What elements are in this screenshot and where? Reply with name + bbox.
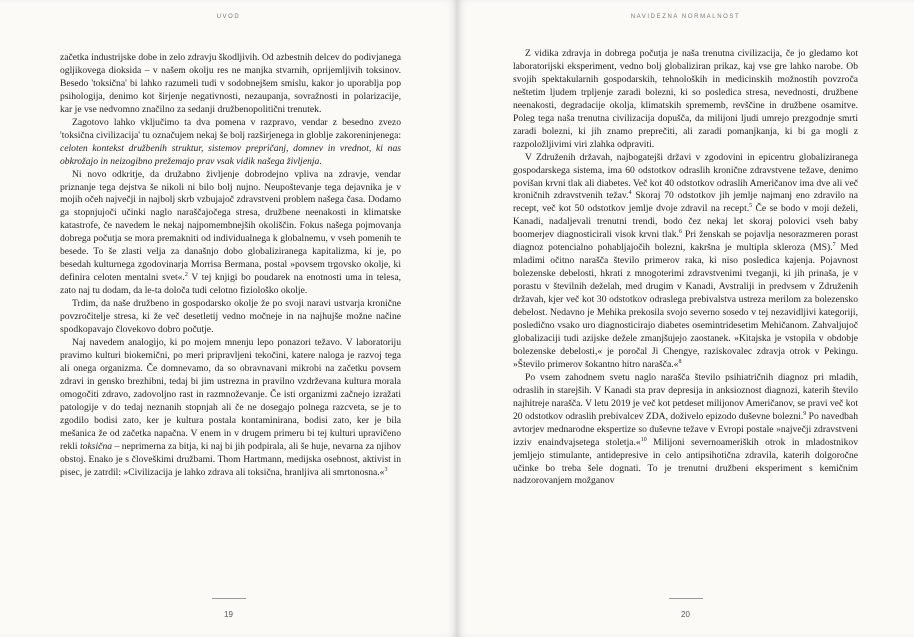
- text-run: Z vidika zdravja in dobrega počutja je naša trenutna civilizacija, če jo gledamo kot laboratorijski eksperiment, vedno bolj globaliziran prikaz, kaj vse gre lahko narobe. Ob svojih spektakularnih gospodarskih, tehnoloških in medicinskih možnostih povzroča neštetim ljudem trpljenje zaradi bolezni, ki so posledica stresa, nevednosti, družbene neenakosti, degradacije okolja, klimatskih sprememb, revščine in družbene osamitve. Poleg tega naša trenutna civilizacija dopušča, da milijoni ljudi umrejo prezgodnje smrti zaradi bolezni, ki jih znamo preprečiti, ali zaradi pomanjkanja, ki bi ga mogli z razpoložljivimi viri zlahka odpraviti.: [513, 48, 858, 150]
- text-run: Med mladimi očitno narašča število primerov raka, ki niso posledica kajenja. Pojavnost bolezenske debelosti, hkrati z mnogoterimi zdravstvenimi tveganji, ki jih prinaša, je v porastu v številnih deželah, med drugim v Kanadi, Avstraliji in predvsem v Združenih državah, kjer več kot 30 odstotkov odraslega prebivalstva ustreza merilom za bolezensko debelost. Nedavno je Mehika prekosila svojo severno sosedo v tej nezavidljivi kategoriji, posledično vsako uro diagnosticirajo diabetes osemintridesetim Mehičanom. Zahvaljujoč globalizaciji tudi azijske dežele zmanjšujejo zaostanek. »Kitajska je vstopila v obdobje bolezenske debelosti,« je poročal Ji Chengye, raziskovalec zdravja otrok v Pekingu. »Število primerov šokantno hitro narašča.«: [513, 242, 858, 370]
- emphasis: celoten kontekst družbenih struktur, sistemov prepričanj, domnev in vrednot, ki nas obkrožajo in neizogibno prežemajo prav vsak vidik našega življenja: [60, 142, 401, 167]
- paragraph: [60, 117, 401, 169]
- paragraph: [513, 152, 858, 372]
- text-run: Zagotovo lahko vključimo ta dva pomena v razpravo, vendar z besedno zvezo 'toksična civilizacija' tu označujem nekaj še bolj razširjenega in globlje zakoreninjenega:: [60, 116, 401, 141]
- running-head: UVOD: [216, 14, 241, 20]
- text-run: Naj navedem analogijo, ki po mojem mnenju lepo ponazori težavo. V laboratoriju pravimo kulturi biokemični, po meri pripravljeni tekočini, katere naloga je razvoj tega ali onega organizma. Če domnevamo, da so obravnavani mikrobi na začetku povsem zdravi in genskо brezhibni, tedaj bi jim ustrezna in pravilno vzdrževana kultura morala omogočiti zdravo, zadovoljno rast in razmnoževanje. Če isti organizmi začnejo izražati patologije v do tedaj neznanih stopnjah ali če ne dosegajo polnega razcveta, se je to zgodilo bodisi zato, ker je kultura postala kontaminirana, bodisi zato, ker je bila mešanica že od začetka napačna. V enem in v drugem primeru bi tej kulturi upravičeno rekli: [60, 336, 401, 452]
- emphasis: toksična: [80, 440, 113, 452]
- text-run: Če se bodo v moji deželi, Kanadi, nadaljevali trenutni trendi, bodo čez nekaj let skoraj polovici vseh baby boomerjev diagnosticirali visok krvni tlak.: [513, 203, 858, 241]
- footnote-ref: 8: [678, 358, 682, 365]
- running-head: NAVIDEZNA NORMALNOST: [630, 14, 741, 20]
- footnote-ref: 6: [678, 229, 682, 236]
- text-run: Trdim, da naše družbeno in gospodarsko okolje že po svoji naravi ustvarja kronične povzročitelje stresa, ki že več desetletij vedno močneje in na najhujše možne načine spodkopavajo človekovo dobro počutje.: [60, 298, 401, 336]
- body-text: [60, 52, 401, 479]
- footer-rule: [212, 598, 246, 599]
- page-number: 19: [224, 610, 233, 619]
- footnote-ref: 10: [640, 436, 647, 443]
- text-run: Po vsem zahodnem svetu naglo narašča število psihiatričnih diagnoz pri mladih, odraslih in starejših. V Kanadi sta prav depresija in anksioznost diagnozi, katerih število najhitreje narašča. V letu 2019 je več kot petdeset milijonov Američanov, se pravi več kot 20 odstotkov odraslih prebivalcev ZDA, doživelo epizodo duševne bolezni.: [513, 371, 858, 422]
- paragraph: [60, 337, 401, 479]
- right-page: [457, 0, 914, 637]
- text-run: Po navedbah avtorjev mednarodne ekspertize so duševne težave v Evropi postale »največji zdravstveni izziv enaindvajsetega stoletja.«: [513, 410, 858, 448]
- footnote-ref: 3: [384, 466, 388, 473]
- text-run: Ni novo odkritje, da družabno življenje dobrodejno vpliva na zdravje, vendar priznanje tega dejstva še nikoli ni bilo bolj nujno. Neupoštevanje tega dejavnika je v mojih očeh največji in najbolj skrb vzbujajoč zdravstveni problem našega časa. Dodamo ga stopnjujoči učinki naglo naraščajočega stresa, družbene neenakosti in klimatske katastrofe, če navedem le nekaj najpomembnejših okoliščin. Fokus našega pojmovanja dobrega počutja se mora premakniti od individualnega k globalnemu, v vseh pomenih te besede. To še zlasti velja za današnjo dobo globaliziranega kapitalizma, ki je, po besedah kulturnega zgodovinarja Morrisa Bermana, postal »povsem trgovsko okolje, ki definira celoten mentalni svet«.: [60, 168, 401, 284]
- text-run: začetka industrijske dobe in zelo zdravju škodljivih. Od azbestnih delcev do podivjanega ogljikovega dioksida – v našem okolju res ne manjka stvarnih, oprijemljivih toksinov. Besedo 'toksična' bi lahko razumeli tudi v sodobnejšem smislu, kakor jo uporablja pop psihologija, denimo kot širjenje negativnosti, nezaupanja, sovražnosti in polarizacije, kar je vse nedvomno značilno za sedanji družbenopolitični trenutek.: [60, 52, 402, 115]
- paragraph: [513, 372, 858, 489]
- page-number: 20: [681, 610, 690, 619]
- footnote-ref: 5: [749, 203, 753, 210]
- footnote-ref: 4: [628, 190, 632, 197]
- footnote-ref: 9: [803, 410, 807, 417]
- text-run: Milijoni severnoameriških otrok in mladostnikov jemljejo stimulante, antidepresive in celo antipsihotična zdravila, katerih dolgoročne učinke bo treba šele dognati. To je trenutni družbeni eksperiment s kemičnim nadzorovanjem možganov: [513, 436, 858, 487]
- footnote-ref: 7: [832, 242, 836, 249]
- paragraph: [513, 48, 858, 152]
- text-run: V Združenih državah, najbogatejši državi v zgodovini in epicentru globaliziranega gospodarskega sistema, ima 60 odstotkov odraslih kronične zdravstvene težave, denimo povišan krvni tlak ali diabetes. Več kot 40 odstotkov odraslih Američanov ima dve ali več kroničnih zdravstvenih težav.: [513, 151, 858, 202]
- paragraph: [60, 52, 401, 117]
- body-text: [513, 48, 858, 488]
- text-run: .: [319, 155, 322, 167]
- text-run: V tej knjigi bo poudarek na enotnosti uma in telesa, zato naj tu dodam, da le-ta določa tudi celotno fiziološko okolje.: [60, 272, 401, 297]
- text-run: – neprimerna za bitja, ki naj bi jih podpirala, ali še huje, nevarna za njihov obstoj. Enako je s človeškimi družbami. Thom Hartmann, medijska osebnost, aktivist in pisec, je zatrdil: »Civilizacija je lahko zdrava ali toksična, hranljiva ali smrtonosna.«: [60, 440, 401, 478]
- text-run: Pri ženskah se pojavlja nesorazmeren porast diagnoz potencialno pohabljajočih bolezni, kakršna je multipla skleroza (MS).: [513, 229, 859, 254]
- footnote-ref: 2: [184, 272, 188, 279]
- paragraph: [60, 169, 401, 299]
- text-run: Skoraj 70 odstotkov jih jemlje najmanj eno zdravilo na recept, več kot 50 odstotkov jemlje dvoje zdravil na recept.: [513, 190, 858, 215]
- footer-rule: [669, 598, 703, 599]
- paragraph: [60, 298, 401, 337]
